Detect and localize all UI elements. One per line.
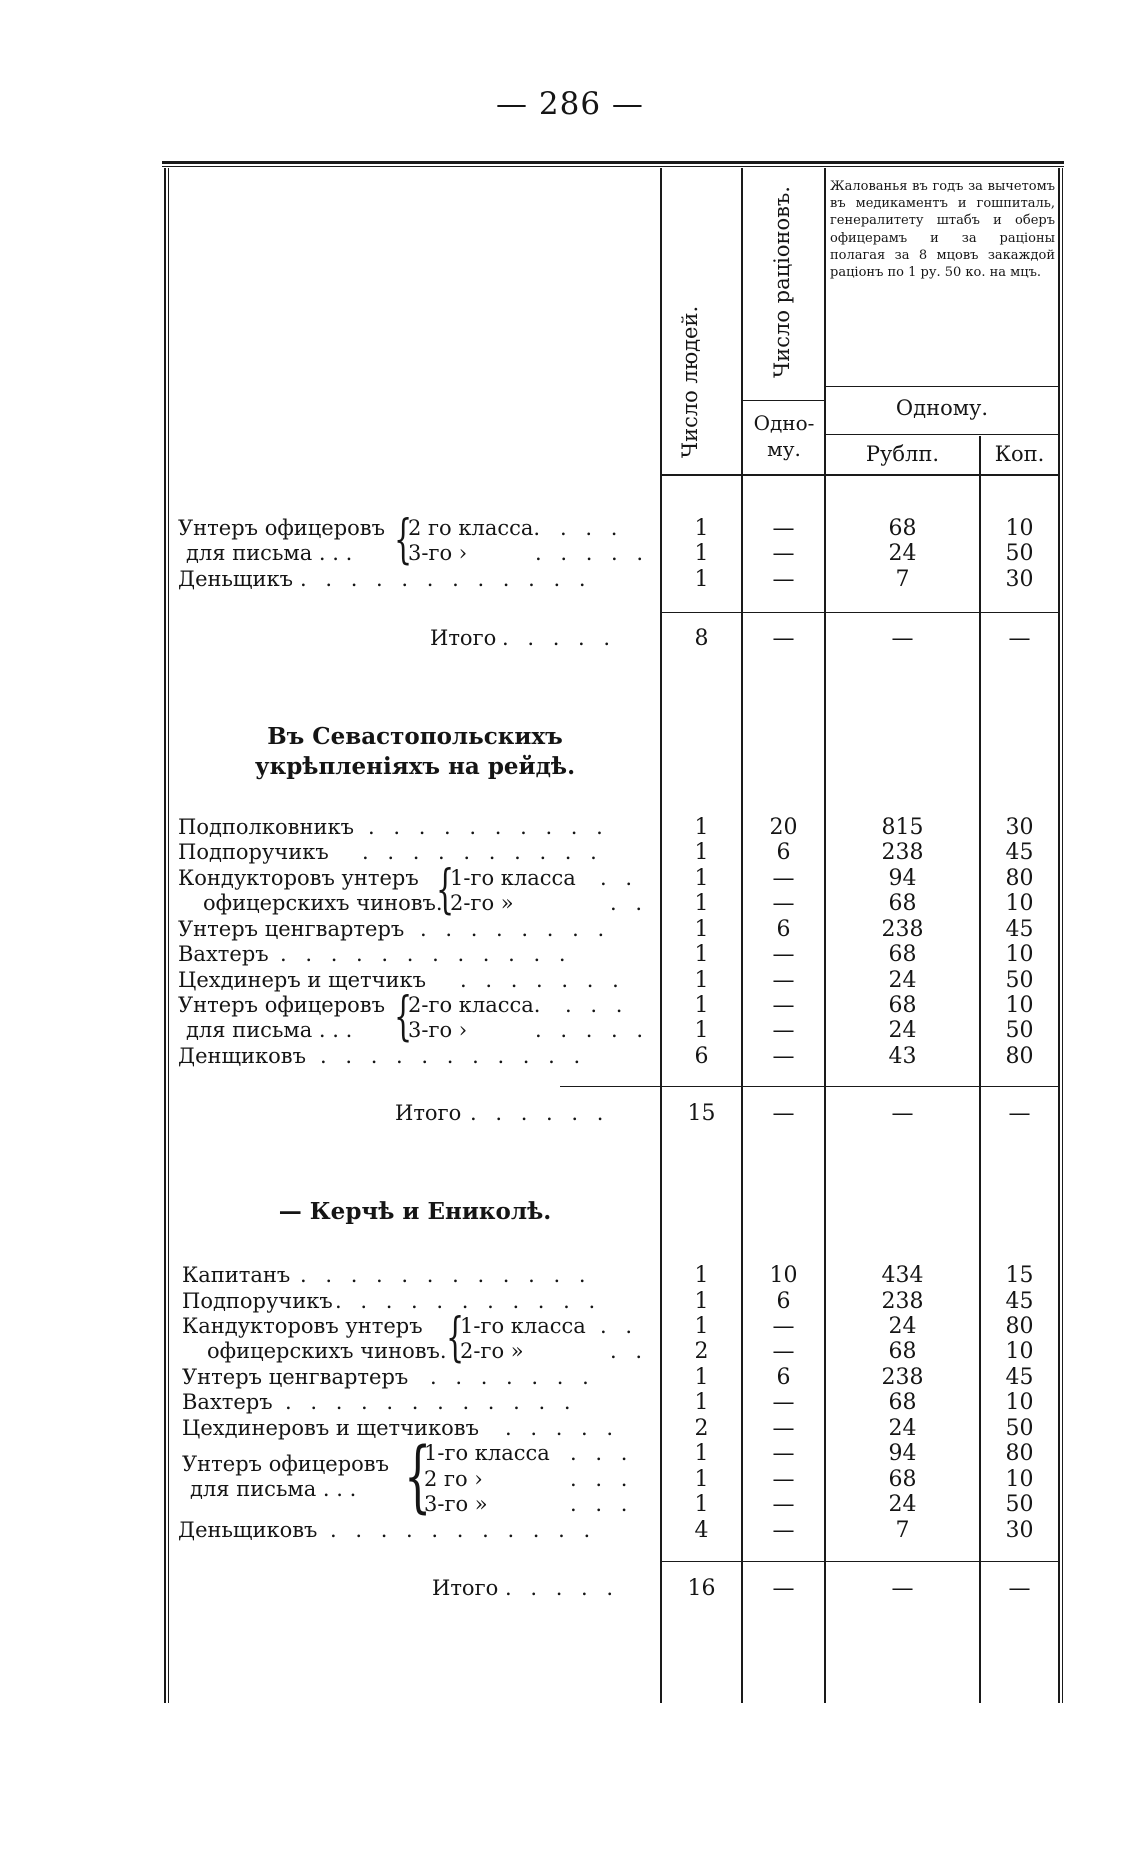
cell-rub: 24 bbox=[888, 541, 917, 566]
cell-rub: 238 bbox=[881, 1365, 924, 1390]
b3-label-6: Цехдинеровъ и щетчиковъ bbox=[182, 1416, 479, 1440]
cell-kop: 45 bbox=[1005, 1289, 1034, 1314]
b3-group-label-a: Унтеръ офицеровъ bbox=[182, 1452, 389, 1476]
b1-total-rub: — bbox=[891, 626, 914, 651]
b2-title: Въ Севастопольскихъ укрѣпленіяхъ на рейдѣ. bbox=[254, 723, 576, 780]
cell-rations: — bbox=[772, 1390, 795, 1415]
b1-total-rations: — bbox=[772, 626, 795, 651]
cell-kop: 15 bbox=[1005, 1263, 1034, 1288]
b3-label-5: Вахтеръ bbox=[182, 1390, 273, 1414]
cell-rub: 68 bbox=[888, 1339, 917, 1364]
cell-kop: 45 bbox=[1005, 840, 1034, 865]
cell-kop: 10 bbox=[1005, 1467, 1034, 1492]
cell-people: 1 bbox=[694, 815, 709, 840]
cell-rub: 7 bbox=[895, 1518, 910, 1543]
cell-people: 1 bbox=[694, 866, 709, 891]
b3-label-4: Унтеръ ценгвартеръ bbox=[182, 1365, 409, 1389]
cell-rub: 434 bbox=[881, 1263, 924, 1288]
b2-dots-6: . . . . . . . bbox=[460, 968, 625, 992]
cell-people: 1 bbox=[694, 1263, 709, 1288]
table-top-rule-2 bbox=[162, 166, 1064, 167]
b2-total-rule-left bbox=[560, 1086, 660, 1087]
b2-label-2: Кондукторовъ унтеръ bbox=[178, 866, 419, 890]
cell-people: 1 bbox=[694, 968, 709, 993]
cell-kop: 80 bbox=[1005, 1441, 1034, 1466]
cell-people: 1 bbox=[694, 1289, 709, 1314]
b3-label-1: Подпоручикъ bbox=[182, 1289, 333, 1313]
cell-kop: 45 bbox=[1005, 1365, 1034, 1390]
cell-rations: — bbox=[772, 993, 795, 1018]
b3-label-2: Кандукторовъ унтеръ bbox=[182, 1314, 423, 1338]
b2-total-rub: — bbox=[891, 1101, 914, 1126]
b3-dots-4: . . . . . . . bbox=[430, 1365, 595, 1389]
b2-total-rule bbox=[662, 1086, 1058, 1087]
b2-brace-a: { bbox=[436, 860, 455, 920]
b1-cls-b: 3-го › bbox=[408, 541, 468, 565]
cell-kop: 80 bbox=[1005, 1314, 1034, 1339]
cell-kop: 10 bbox=[1005, 942, 1034, 967]
cell-rations: — bbox=[772, 1044, 795, 1069]
b1-total-dots: . . . . . bbox=[502, 626, 617, 650]
cell-rub: 68 bbox=[888, 1390, 917, 1415]
b1-label-b: для письма . . . bbox=[186, 541, 353, 565]
cell-people: 1 bbox=[694, 1390, 709, 1415]
cell-rations: — bbox=[772, 1441, 795, 1466]
cell-people: 1 bbox=[694, 1492, 709, 1517]
cell-rub: 94 bbox=[888, 866, 917, 891]
b3-brace-a: { bbox=[446, 1308, 465, 1368]
b2-label-6: Цехдинеръ и щетчикъ bbox=[178, 968, 427, 992]
cell-rub: 68 bbox=[888, 942, 917, 967]
b3-cls-2: 1-го класса bbox=[460, 1314, 586, 1338]
b2-label-3: офицерскихъ чиновъ. bbox=[203, 891, 443, 915]
b3-dots-2: . . bbox=[600, 1314, 639, 1338]
b2-dots-7: . . . bbox=[565, 993, 629, 1017]
b2-total-dots: . . . . . . bbox=[470, 1101, 610, 1125]
cell-people: 1 bbox=[694, 942, 709, 967]
cell-rations: 6 bbox=[776, 917, 791, 942]
cell-people: 1 bbox=[694, 1314, 709, 1339]
cell-kop: 30 bbox=[1005, 1518, 1034, 1543]
cell-kop: 10 bbox=[1005, 516, 1034, 541]
cell-people: 1 bbox=[694, 891, 709, 916]
cell-rub: 24 bbox=[888, 1314, 917, 1339]
cell-rations: — bbox=[772, 1416, 795, 1441]
b1-total-label: Итого bbox=[430, 626, 497, 650]
cell-rations: — bbox=[772, 1492, 795, 1517]
b2-label-7: Унтеръ офицеровъ bbox=[178, 993, 385, 1017]
cell-kop: 80 bbox=[1005, 1044, 1034, 1069]
cell-rub: 68 bbox=[888, 516, 917, 541]
cell-rub: 24 bbox=[888, 1416, 917, 1441]
b1-label-a: Унтеръ офицеровъ bbox=[178, 516, 385, 540]
cell-kop: 10 bbox=[1005, 993, 1034, 1018]
b3-dots-5: . . . . . . . . . . . . bbox=[285, 1390, 577, 1414]
b1-total-people: 8 bbox=[694, 626, 709, 651]
cell-people: 6 bbox=[694, 1044, 709, 1069]
cell-kop: 50 bbox=[1005, 968, 1034, 993]
b3-label-10: Деньщиковъ bbox=[178, 1518, 318, 1542]
cell-people: 1 bbox=[694, 1018, 709, 1043]
b3-cls-3: 2-го » bbox=[460, 1339, 524, 1363]
b3-total-rations: — bbox=[772, 1576, 795, 1601]
rations-sub-rule bbox=[741, 400, 826, 401]
header-kop: Коп. bbox=[994, 442, 1045, 466]
b2-label-0: Подполковникъ bbox=[178, 815, 354, 839]
cell-rations: — bbox=[772, 516, 795, 541]
cell-rub: 68 bbox=[888, 1467, 917, 1492]
b3-cls-7: 1-го класса bbox=[424, 1441, 550, 1465]
b2-label-4: Унтеръ ценгвартеръ bbox=[178, 917, 405, 941]
b3-dots-8: . . . bbox=[570, 1467, 634, 1491]
cell-rations: 20 bbox=[769, 815, 798, 840]
cell-rub: 68 bbox=[888, 993, 917, 1018]
b1-dots-b: . . . . . bbox=[535, 541, 650, 565]
b3-total-dots: . . . . . bbox=[505, 1576, 620, 1600]
right-border-2 bbox=[1062, 168, 1063, 1703]
b2-dots-0: . . . . . . . . . . bbox=[368, 815, 609, 839]
cell-rub: 24 bbox=[888, 968, 917, 993]
b2-dots-4: . . . . . . . . bbox=[420, 917, 611, 941]
cell-kop: 30 bbox=[1005, 815, 1034, 840]
b3-dots-3: . . bbox=[610, 1339, 649, 1363]
cell-kop: 80 bbox=[1005, 866, 1034, 891]
table-top-rule bbox=[162, 161, 1064, 164]
cell-rations: — bbox=[772, 1018, 795, 1043]
b3-total-kop: — bbox=[1008, 1576, 1031, 1601]
cell-rations: — bbox=[772, 541, 795, 566]
b3-group-label-b: для письма . . . bbox=[190, 1477, 357, 1501]
cell-rub: 7 bbox=[895, 567, 910, 592]
cell-rations: — bbox=[772, 1339, 795, 1364]
b2-total-label: Итого bbox=[395, 1101, 462, 1125]
cell-people: 2 bbox=[694, 1339, 709, 1364]
b3-dots-0: . . . . . . . . . . . . bbox=[300, 1263, 592, 1287]
cell-kop: 50 bbox=[1005, 1416, 1034, 1441]
b3-cls-8: 2 го › bbox=[424, 1467, 483, 1491]
b3-dots-9: . . . bbox=[570, 1492, 634, 1516]
cell-rub: 94 bbox=[888, 1441, 917, 1466]
cell-people: 4 bbox=[694, 1518, 709, 1543]
b1-dots-c: . . . . . . . . . . . . bbox=[300, 567, 592, 591]
cell-people: 1 bbox=[694, 1441, 709, 1466]
cell-rub: 68 bbox=[888, 891, 917, 916]
b2-label-1: Подпоручикъ bbox=[178, 840, 329, 864]
cell-kop: 50 bbox=[1005, 541, 1034, 566]
cell-people: 1 bbox=[694, 567, 709, 592]
cell-rations: 10 bbox=[769, 1263, 798, 1288]
header-rubkop-divider bbox=[979, 436, 980, 472]
cell-rations: — bbox=[772, 1314, 795, 1339]
b2-dots-3: . . bbox=[610, 891, 649, 915]
cell-rations: — bbox=[772, 1518, 795, 1543]
left-border bbox=[164, 168, 166, 1703]
cell-kop: 10 bbox=[1005, 1390, 1034, 1415]
cell-kop: 50 bbox=[1005, 1018, 1034, 1043]
cell-people: 1 bbox=[694, 1365, 709, 1390]
salary-sub-rule-2 bbox=[824, 434, 1060, 435]
cell-people: 1 bbox=[694, 840, 709, 865]
b1-cls-a: 2 го класса. bbox=[408, 516, 541, 540]
cell-rations: — bbox=[772, 567, 795, 592]
b3-dots-1: . . . . . . . . . . . bbox=[335, 1289, 602, 1313]
cell-people: 1 bbox=[694, 1467, 709, 1492]
cell-kop: 30 bbox=[1005, 567, 1034, 592]
b2-total-people: 15 bbox=[687, 1101, 716, 1126]
cell-kop: 10 bbox=[1005, 891, 1034, 916]
b1-total-rule bbox=[662, 612, 1058, 613]
header-people: Число людей. bbox=[678, 305, 702, 459]
b2-cls-3: 2-го » bbox=[450, 891, 514, 915]
cell-rub: 815 bbox=[881, 815, 924, 840]
cell-kop: 50 bbox=[1005, 1492, 1034, 1517]
b2-dots-8: . . . . . bbox=[535, 1018, 650, 1042]
cell-rations: — bbox=[772, 1467, 795, 1492]
cell-people: 1 bbox=[694, 917, 709, 942]
right-border bbox=[1058, 168, 1060, 1703]
b2-brace-b: { bbox=[394, 987, 413, 1047]
cell-rub: 24 bbox=[888, 1492, 917, 1517]
b2-dots-1: . . . . . . . . . . bbox=[362, 840, 603, 864]
b3-total-rule bbox=[662, 1561, 1058, 1562]
b1-label-c: Деньщикъ bbox=[178, 567, 293, 591]
cell-rations: 6 bbox=[776, 840, 791, 865]
b2-dots-5: . . . . . . . . . . . . bbox=[280, 942, 572, 966]
salary-sub-rule bbox=[824, 386, 1060, 387]
b3-label-3: офицерскихъ чиновъ. bbox=[207, 1339, 447, 1363]
header-rations-sub: Одно- му. bbox=[753, 411, 815, 461]
cell-rations: — bbox=[772, 866, 795, 891]
cell-rations: 6 bbox=[776, 1365, 791, 1390]
cell-people: 1 bbox=[694, 516, 709, 541]
b2-cls-8: 3-го › bbox=[408, 1018, 468, 1042]
b2-label-8: для письма . . . bbox=[186, 1018, 353, 1042]
header-salary-description: Жалованья въ годъ за вычетомъ въ медикаментъ и гошпиталь, генералитету штабъ и оберъ офицерамъ и за раціоны полагая за 8 мцовъ закаждой раціонъ по 1 ру. 50 ко. на мцъ. bbox=[830, 179, 1055, 281]
b1-brace: { bbox=[394, 510, 413, 570]
b2-dots-9: . . . . . . . . . . . bbox=[320, 1044, 587, 1068]
cell-rub: 43 bbox=[888, 1044, 917, 1069]
b2-label-9: Денщиковъ bbox=[178, 1044, 306, 1068]
cell-rations: — bbox=[772, 891, 795, 916]
b3-label-0: Капитанъ bbox=[182, 1263, 291, 1287]
cell-rub: 238 bbox=[881, 917, 924, 942]
b1-dots-a: . . . bbox=[560, 516, 624, 540]
header-bottom-rule bbox=[660, 474, 1060, 476]
b2-label-5: Вахтеръ bbox=[178, 942, 269, 966]
cell-kop: 10 bbox=[1005, 1339, 1034, 1364]
cell-rations: — bbox=[772, 942, 795, 967]
b1-total-kop: — bbox=[1008, 626, 1031, 651]
cell-kop: 45 bbox=[1005, 917, 1034, 942]
b2-dots-2: . . bbox=[600, 866, 639, 890]
cell-people: 2 bbox=[694, 1416, 709, 1441]
b3-brace-b: { bbox=[404, 1432, 432, 1522]
cell-rub: 24 bbox=[888, 1018, 917, 1043]
header-to-one: Одному. bbox=[895, 396, 989, 420]
left-border-2 bbox=[168, 168, 169, 1703]
cell-rub: 238 bbox=[881, 840, 924, 865]
cell-rations: — bbox=[772, 968, 795, 993]
b3-cls-9: 3-го » bbox=[424, 1492, 488, 1516]
b3-dots-10: . . . . . . . . . . . bbox=[330, 1518, 597, 1542]
cell-rub: 238 bbox=[881, 1289, 924, 1314]
cell-people: 1 bbox=[694, 993, 709, 1018]
b2-total-kop: — bbox=[1008, 1101, 1031, 1126]
b2-total-rations: — bbox=[772, 1101, 795, 1126]
cell-rations: 6 bbox=[776, 1289, 791, 1314]
page-number: — 286 — bbox=[496, 86, 644, 122]
b3-title: — Керчѣ и Ениколѣ. bbox=[278, 1198, 552, 1225]
header-rubles: Рублп. bbox=[865, 442, 940, 466]
b3-dots-6: . . . . . bbox=[505, 1416, 620, 1440]
b2-cls-7: 2-го класса. bbox=[408, 993, 541, 1017]
b3-total-rub: — bbox=[891, 1576, 914, 1601]
b3-dots-7: . . . bbox=[570, 1441, 634, 1465]
b3-total-label: Итого bbox=[432, 1576, 499, 1600]
b2-cls-2: 1-го класса bbox=[450, 866, 576, 890]
b3-total-people: 16 bbox=[687, 1576, 716, 1601]
header-rations: Число раціоновъ. bbox=[770, 186, 794, 378]
cell-people: 1 bbox=[694, 541, 709, 566]
